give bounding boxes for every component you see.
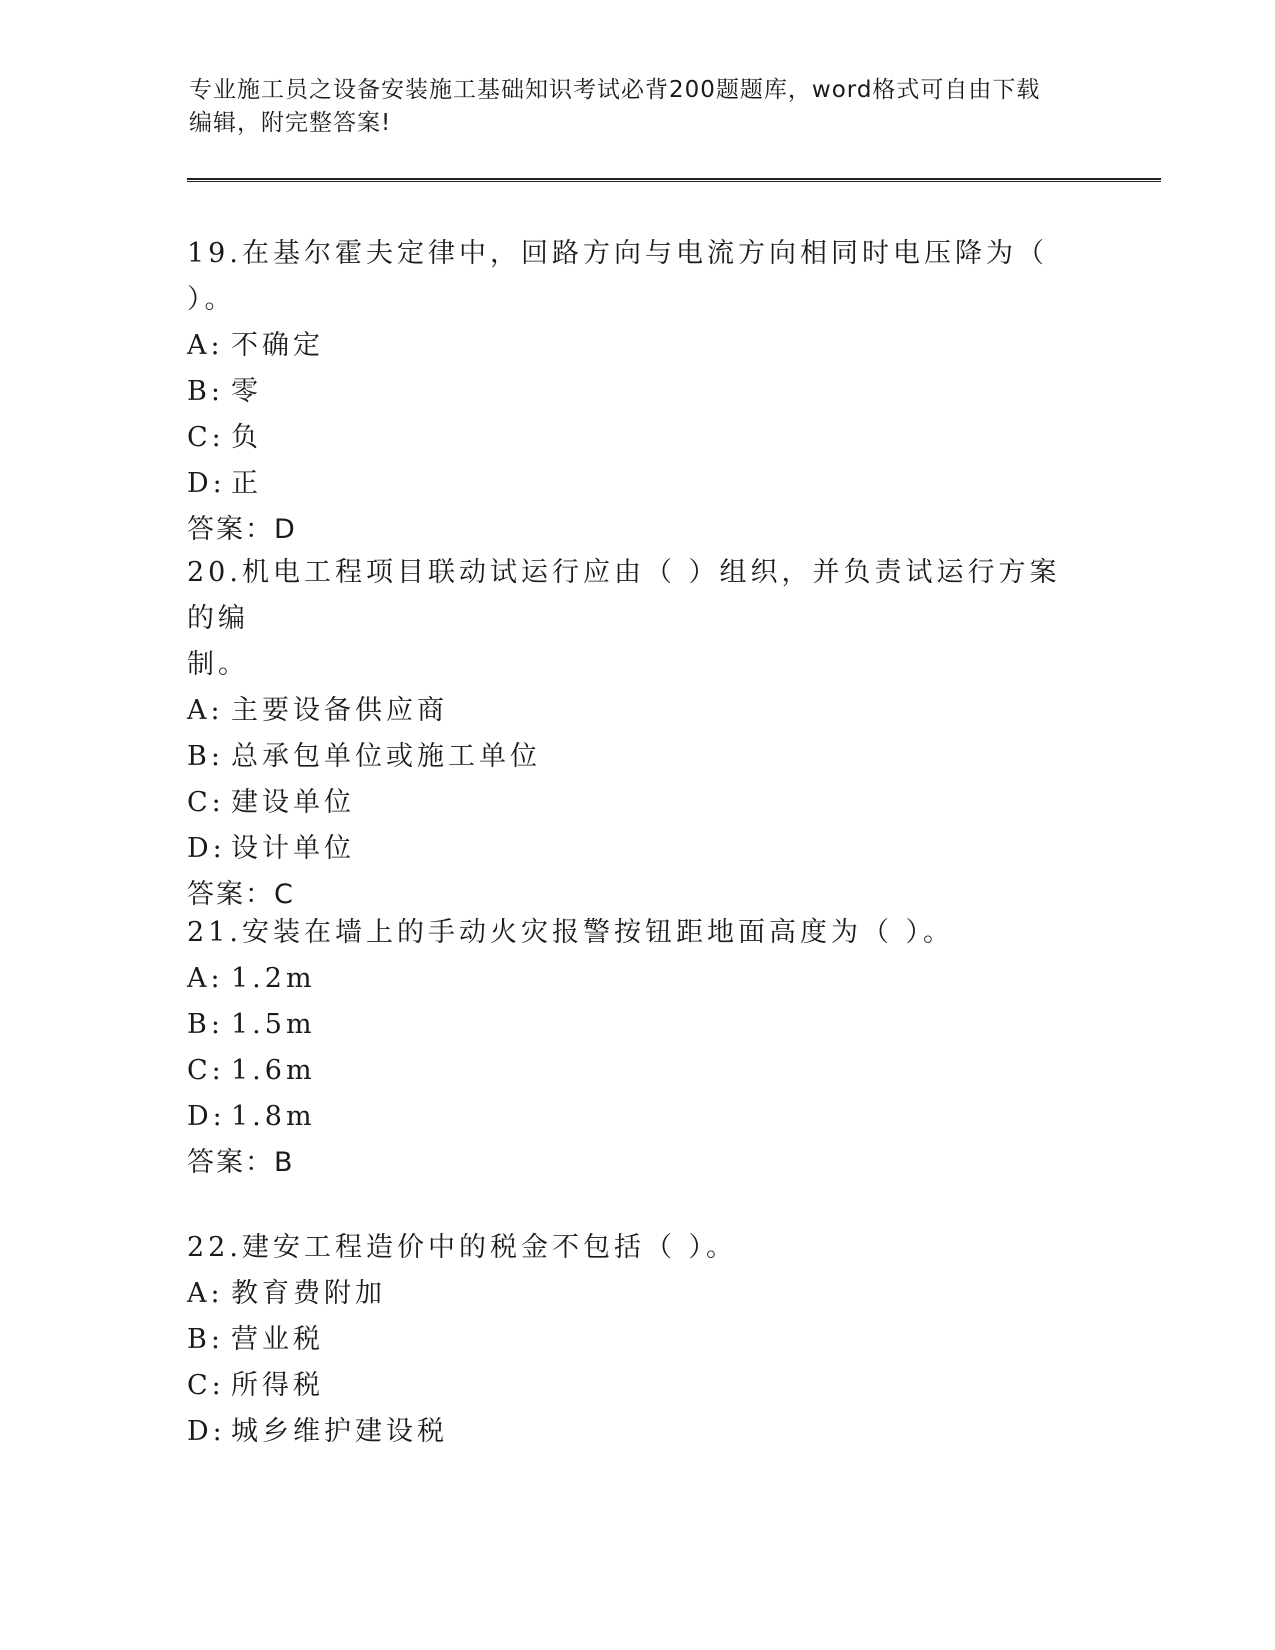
option-text: 所得税 (231, 1370, 324, 1401)
option-d (187, 826, 1087, 872)
option-letter: D: (187, 1416, 226, 1447)
option-b (187, 734, 1087, 780)
option-text: 教育费附加 (231, 1278, 386, 1309)
option-letter: A: (187, 330, 224, 361)
option-d (187, 1409, 1087, 1455)
option-letter: C: (187, 422, 225, 453)
answer-label: 答案：C (187, 879, 295, 910)
option-text: 总承包单位或施工单位 (231, 741, 541, 772)
question-20 (187, 550, 1087, 918)
option-text: 1.6m (231, 1055, 316, 1086)
option-text: 主要设备供应商 (231, 695, 448, 726)
option-text: 营业税 (231, 1324, 324, 1355)
option-c (187, 780, 1087, 826)
option-c (187, 1048, 1087, 1094)
option-text: 负 (231, 422, 262, 453)
option-text: 建设单位 (231, 787, 355, 818)
option-a (187, 323, 1087, 369)
option-letter: A: (187, 695, 224, 726)
option-b (187, 1317, 1087, 1363)
option-letter: D: (187, 833, 226, 864)
option-a (187, 688, 1087, 734)
option-letter: C: (187, 1055, 225, 1086)
option-letter: B: (187, 1009, 224, 1040)
option-text: 1.5m (231, 1009, 316, 1040)
option-c (187, 1363, 1087, 1409)
option-letter: C: (187, 1370, 225, 1401)
option-b (187, 369, 1087, 415)
document-header (189, 74, 1089, 140)
option-letter: C: (187, 787, 225, 818)
option-text: 不确定 (231, 330, 324, 361)
option-text: 1.8m (231, 1101, 316, 1132)
option-c (187, 415, 1087, 461)
option-a (187, 956, 1087, 1002)
option-text: 正 (231, 468, 262, 499)
option-letter: A: (187, 1278, 224, 1309)
option-letter: B: (187, 741, 224, 772)
answer-label: 答案：D (187, 514, 297, 545)
header-line-2: 编辑，附完整答案! (189, 110, 392, 136)
question-stem: 20.机电工程项目联动试运行应由（ ）组织，并负责试运行方案的编 (187, 557, 1061, 634)
question-stem-continued: 制。 (187, 649, 249, 680)
option-letter: B: (187, 1324, 224, 1355)
option-text: 1.2m (231, 963, 316, 994)
option-text: 设计单位 (231, 833, 355, 864)
option-b (187, 1002, 1087, 1048)
question-stem: 21.安装在墙上的手动火灾报警按钮距地面高度为（ ）。 (187, 917, 955, 948)
option-d (187, 1094, 1087, 1140)
option-letter: D: (187, 1101, 226, 1132)
option-letter: D: (187, 468, 226, 499)
question-stem: 22.建安工程造价中的税金不包括（ ）。 (187, 1232, 738, 1263)
option-a (187, 1271, 1087, 1317)
header-divider (187, 178, 1161, 182)
option-letter: A: (187, 963, 224, 994)
question-19 (187, 231, 1087, 553)
header-line-1: 专业施工员之设备安装施工基础知识考试必背200题题库，word格式可自由下载 (189, 77, 1041, 103)
answer-label: 答案：B (187, 1147, 295, 1178)
question-21 (187, 910, 1087, 1186)
option-text: 零 (231, 376, 262, 407)
question-stem: 19.在基尔霍夫定律中，回路方向与电流方向相同时电压降为（ ）。 (187, 238, 1048, 315)
option-letter: B: (187, 376, 224, 407)
option-d (187, 461, 1087, 507)
option-text: 城乡维护建设税 (231, 1416, 448, 1447)
question-22 (187, 1225, 1087, 1455)
